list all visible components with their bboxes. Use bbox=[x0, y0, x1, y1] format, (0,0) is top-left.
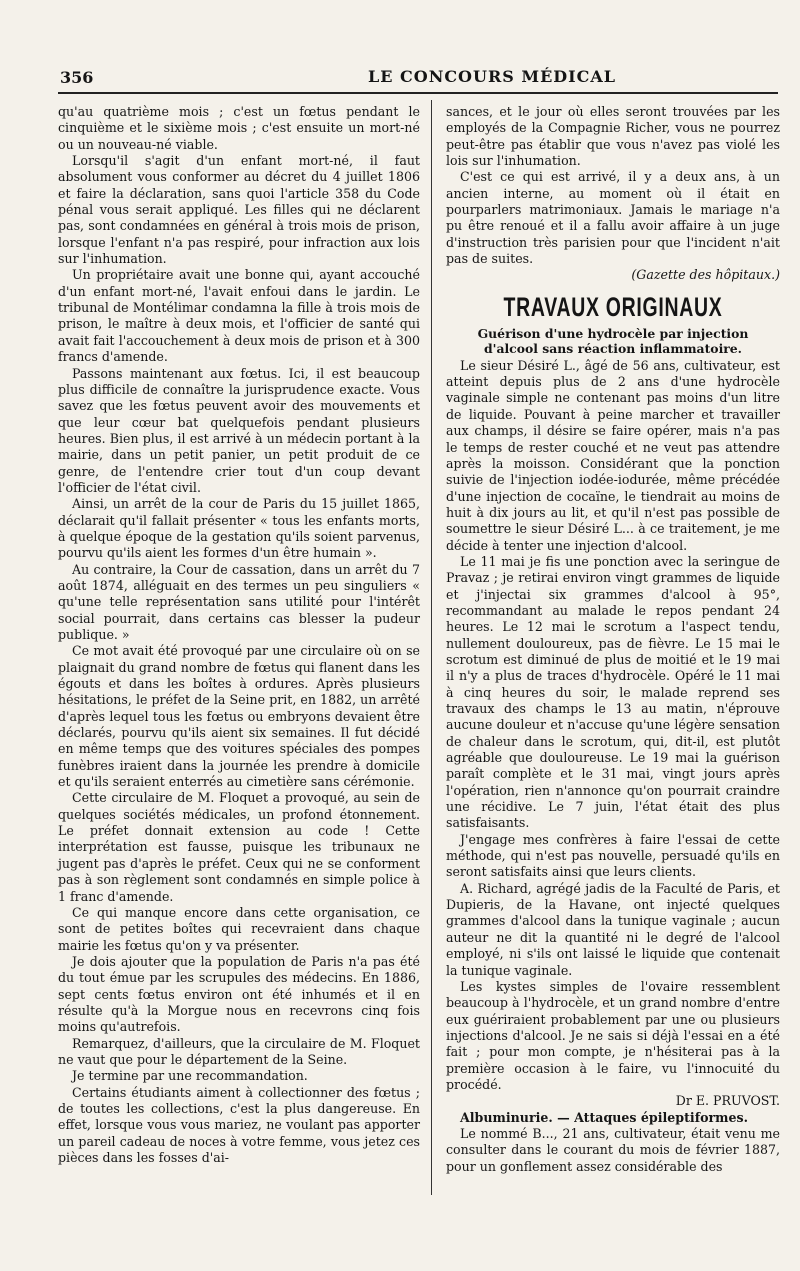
journal-title: LE CONCOURS MÉDICAL bbox=[368, 67, 617, 86]
article-title-line: Guérison d'une hydrocèle par injection bbox=[477, 325, 749, 341]
paragraph: Passons maintenant aux fœtus. Ici, il est beaucoup plus difficile de connaître la jurisprudence exacte. Vous savez que les fœtus peuvent avoir des mouvements et que leur cœur bat quelquefois pendant plusieurs heures. Bien plus, il est arrivé à un médecin portant à la mairie, dans un petit panier, un petit produit de ce genre, de l'entendre crier tout d'un coup devant l'officier de l'état civil. bbox=[58, 365, 420, 495]
paragraph: Certains étudiants aiment à collectionner des fœtus ; de toutes les collections, c'est la plus dangereuse. En effet, lorsque vous vous mariez, ne voulant pas apporter un pareil cadeau de noces à votre femme, vous jetez ces pièces dans les fosses d'ai- bbox=[58, 1084, 420, 1165]
paragraph: Cette circulaire de M. Floquet a provoqué, au sein de quelques sociétés médicales, un profond étonnement. Le préfet donnait extension au code ! Cette interprétation est fausse, puisque les tribunaux ne jugent pas d'après le préfet. Ceux qui ne se conforment pas à son règlement sont condamnés en simple police à 1 franc d'amende. bbox=[58, 790, 420, 904]
paragraph: Lorsqu'il s'agit d'un enfant mort-né, il faut absolument vous conformer au décret du 4 juillet 1806 et faire la déclaration, sans quoi l'article 358 du Code pénal vous serait appliqué. Les filles qui ne déclarent pas, sont condamnées en général à trois mois de prison, lorsque l'enfant n'a pas respiré, pour infraction aux lois sur l'inhumation. bbox=[58, 153, 420, 267]
paragraph: C'est ce qui est arrivé, il y a deux ans, à un ancien interne, au moment où il était en pourparlers matrimoniaux. Jamais le mariage n'a pu être renoué et il a fallu avoir affaire à un juge d'instruction très parisien pour que l'incident n'ait pas de suites. bbox=[446, 169, 780, 267]
source-citation: (Gazette des hôpitaux.) bbox=[631, 267, 780, 283]
paragraph: A. Richard, agrégé jadis de la Faculté de Paris, et Dupieris, de la Havane, ont injecté quelques grammes d'alcool dans la tunique vaginale ; aucun auteur ne dit la quantité ni le degré de l'alcool employé, ni s'ils ont laissé le liquide que contenait la tunique vaginale. bbox=[446, 880, 780, 978]
paragraph: Je termine par une recommandation. bbox=[72, 1068, 308, 1084]
paragraph: Ainsi, un arrêt de la cour de Paris du 15 juillet 1865, déclarait qu'il fallait présenter « tous les enfants morts, à quelque époque de la gestation qu'ils soient parvenus, pourvu qu'ils aient les formes d'un être humain ». bbox=[58, 496, 420, 561]
article-title: Albuminurie. — Attaques épileptiformes. bbox=[460, 1109, 748, 1125]
section-title: TRAVAUX ORIGINAUX bbox=[503, 291, 723, 322]
paragraph: Remarquez, d'ailleurs, que la circulaire de M. Floquet ne vaut que pour le département de la Seine. bbox=[58, 1035, 420, 1067]
page-number: 356 bbox=[60, 68, 94, 87]
article-title-line: d'alcool sans réaction inflammatoire. bbox=[483, 340, 742, 356]
paragraph: Je dois ajouter que la population de Paris n'a pas été du tout émue par les scrupules des médecins. En 1886, sept cents fœtus environ ont été inhumés et il en résulte qu'à la Morgue nous en recevrons cinq fois moins qu'autrefois. bbox=[58, 953, 420, 1035]
author-signature: Dr E. PRUVOST. bbox=[675, 1093, 780, 1109]
left-column bbox=[58, 104, 420, 1166]
paragraph: J'engage mes confrères à faire l'essai de cette méthode, qui n'est pas nouvelle, persuadé qu'ils en seront satisfaits ainsi que leurs clients. bbox=[446, 831, 780, 880]
column-divider bbox=[431, 100, 432, 1195]
paragraph: sances, et le jour où elles seront trouvées par les employés de la Compagnie Richer, vous ne pourrez peut-être pas établir que vous n'avez pas violé les lois sur l'inhumation. bbox=[446, 104, 780, 169]
paragraph: Ce qui manque encore dans cette organisation, ce sont de petites boîtes qui recevraient dans chaque mairie les fœtus qu'on y va présenter. bbox=[58, 904, 420, 953]
paragraph: Un propriétaire avait une bonne qui, ayant accouché d'un enfant mort-né, l'avait enfoui dans le jardin. Le tribunal de Montélimar condamna la fille à trois mois de prison, le maître à deux mois, et l'officier de santé qui avait fait l'accouchement à deux mois de prison et à 300 francs d'amende. bbox=[58, 267, 420, 365]
right-column bbox=[446, 104, 780, 1175]
page-header bbox=[58, 58, 778, 94]
article-title bbox=[446, 326, 780, 356]
paragraph: Le 11 mai je fis une ponction avec la seringue de Pravaz ; je retirai environ vingt grammes de liquide et j'injectai six grammes d'alcool à 95°, recommandant au malade le repos pendant 24 heures. Le 12 mai le scrotum a l'aspect tendu, nullement douloureux, pas de fièvre. Le 15 mai le scrotum est diminué de plus de moitié et le 19 mai il n'y a plus de traces d'hydrocèle. Opéré le 11 mai à cinq heures du soir, le malade reprend ses travaux des champs le 13 au matin, n'éprouve aucune douleur et n'accuse qu'une légère sensation de chaleur dans le scrotum, qui, dit-il, est plutôt agréable que douloureuse. Le 19 mai la guérison paraît complète et le 31 mai, vingt jours après l'opération, rien n'annonce qu'on pourrait craindre une récidive. Le 7 juin, l'état était des plus satisfaisants. bbox=[446, 553, 780, 831]
paragraph: Le sieur Désiré L., âgé de 56 ans, cultivateur, est atteint depuis plus de 2 ans d'une hydrocèle vaginale simple ne contenant pas moins d'un litre de liquide. Pouvant à peine marcher et travailler aux champs, il désire se faire opérer, mais n'a pas le temps de rester couché et ne veut pas attendre après la moisson. Considérant que la ponction suivie de l'injection iodée-iodurée, même précédée d'une injection de cocaïne, le tiendrait au moins de huit à dix jours au lit, et qu'il n'est pas possible de soumettre le sieur Désiré L... à ce traitement, je me décide à tenter une injection d'alcool. bbox=[446, 357, 780, 553]
paragraph: qu'au quatrième mois ; c'est un fœtus pendant le cinquième et le sixième mois ; c'est ensuite un mort-né ou un nouveau-né viable. bbox=[58, 104, 420, 152]
paragraph: Au contraire, la Cour de cassation, dans un arrêt du 7 août 1874, alléguait en des termes un peu singuliers « qu'une telle représentation sans utilité pour l'intérêt social pourrait, dans certains cas blesser la pudeur publique. » bbox=[58, 561, 420, 642]
paragraph: Le nommé B..., 21 ans, cultivateur, était venu me consulter dans le courant du mois de février 1887, pour un gonflement assez considérable des bbox=[446, 1125, 780, 1174]
paragraph: Ce mot avait été provoqué par une circulaire où on se plaignait du grand nombre de fœtus qui flanent dans les égouts et dans les boîtes à ordures. Après plusieurs hésitations, le préfet de la Seine prit, en 1882, un arrêté d'après lequel tous les fœtus ou embryons devaient être déclarés, pourvu qu'ils aient six semaines. Il fut décidé en même temps que des voitures spéciales des pompes funèbres iraient dans la journée les prendre à domicile et qu'ils seraient enterrés au cimetière sans cérémonie. bbox=[58, 643, 420, 790]
paragraph: Les kystes simples de l'ovaire ressemblent beaucoup à l'hydrocèle, et un grand nombre d'entre eux guériraient probablement par une ou plusieurs injections d'alcool. Je ne sais si déjà l'essai en a été fait ; pour mon compte, je n'hésiterai pas à la première occasion à le faire, vu l'innocuité du procédé. bbox=[446, 978, 780, 1092]
